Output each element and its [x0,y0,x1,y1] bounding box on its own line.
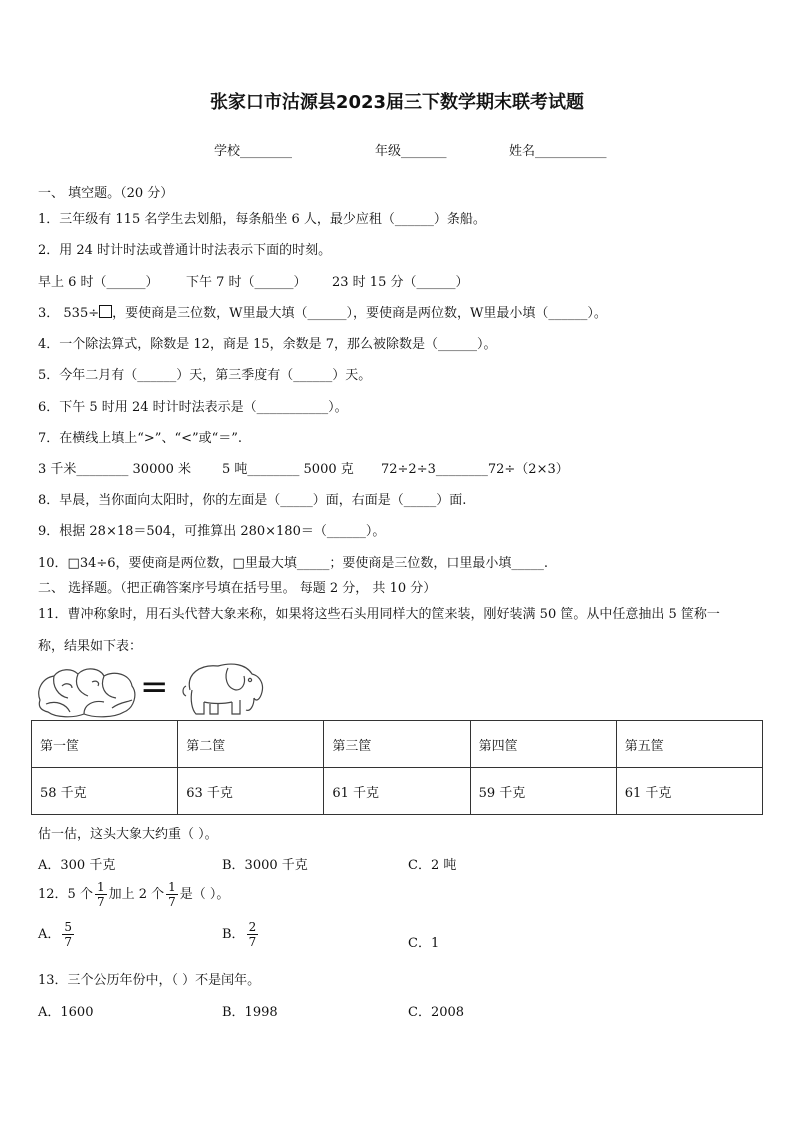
table-row [32,768,763,815]
option-12-a: A． $\frac{5}{7}$ [38,920,73,949]
table-cell: 61 千克 [324,768,470,815]
table-cell: 59 千克 [470,768,616,815]
table-header-cell: 第四筐 [470,721,616,768]
question-1: 1．三年级有 115 名学生去划船，每条船坐 6 人，最少应租（______）条船。 [38,212,486,227]
option-13-c: C．2008 [408,1005,465,1020]
question-3-prefix: 3． 535÷ [38,306,100,321]
question-7c: 72÷2÷3________72÷（2×3） [381,462,569,477]
fraction: $\frac{5}{7}$ [64,920,73,949]
question-7: 7．在横线上填上“>”、“<”或“＝”. [38,431,243,446]
table-header-row [32,721,763,768]
question-5: 5．今年二月有（______）天，第三季度有（______）天。 [38,368,372,383]
question-11-prompt: 估一估，这头大象大约重（ ）。 [38,827,218,842]
fraction: $\frac{1}{7}$ [96,880,105,909]
option-11-a: A．300 千克 [38,858,116,873]
basket-weight-table [31,720,763,815]
question-3-suffix: ，要使商是三位数，W里最大填（______），要使商是两位数，W里最小填（______）。 [112,306,607,321]
table-cell: 63 千克 [178,768,324,815]
question-2: 2．用 24 时计时法或普通计时法表示下面的时刻。 [38,243,332,258]
school-field: 学校________ [214,144,293,159]
question-11-line1: 11．曹冲称象时，用石头代替大象来称，如果将这些石头用同样大的筐来装，刚好装满 50 筐。从中任意抽出 5 筐称一 [38,607,720,622]
question-12-prefix: 12．5 个 [38,887,93,902]
table-header-cell: 第三筐 [324,721,470,768]
fraction: $\frac{1}{7}$ [168,880,176,909]
table-cell: 61 千克 [616,768,762,815]
stones-icon [34,660,138,720]
option-13-a: A．1600 [38,1005,94,1020]
elephant-icon [180,656,266,720]
question-2b: 下午 7 时（______） [186,275,307,290]
question-10: 10．□34÷6，要使商是两位数，□里最大填_____；要使商是三位数，口里最小填_____. [38,556,548,571]
equals-sign: = [140,667,169,707]
name-field: 姓名___________ [509,144,607,159]
question-9: 9．根据 28×18＝504，可推算出 280×180＝（______）。 [38,524,386,539]
question-13: 13．三个公历年份中，（ ）不是闰年。 [38,973,261,988]
grade-field: 年级_______ [375,144,447,159]
question-12-suffix: 是（ ）。 [179,887,230,902]
question-2a: 早上 6 时（______） [38,275,159,290]
option-12-b: B． $\frac{2}{7}$ [222,920,257,949]
option-13-b: B．1998 [222,1005,278,1020]
question-4: 4．一个除法算式，除数是 12，商是 15，余数是 7，那么被除数是（______）。 [38,337,497,352]
question-12 [38,880,229,909]
table-cell: 58 千克 [32,768,178,815]
section-fill-blank-heading: 一、 填空题。（20 分） [38,186,174,201]
blank-box-icon [99,305,112,318]
fraction: $\frac{2}{7}$ [248,920,257,949]
option-11-c: C．2 吨 [408,858,457,873]
question-7b: 5 吨________ 5000 克 [222,462,354,477]
table-header-cell: 第二筐 [178,721,324,768]
section-choice-heading: 二、 选择题。（把正确答案序号填在括号里。 每题 2 分， 共 10 分） [38,581,437,596]
exam-title: 张家口市沽源县2023届三下数学期末联考试题 [209,92,585,113]
table-header-cell: 第五筐 [616,721,762,768]
question-8: 8．早晨，当你面向太阳时，你的左面是（_____）面，右面是（_____）面. [38,493,467,508]
question-3 [38,302,607,321]
question-7a: 3 千米________ 30000 米 [38,462,192,477]
question-12-mid: 加上 2 个 [108,887,165,902]
table-header-cell: 第一筐 [32,721,178,768]
question-11-line2: 称，结果如下表： [38,639,143,654]
question-2c: 23 时 15 分（______） [332,275,469,290]
option-12-c: C．1 [408,936,440,951]
question-6: 6．下午 5 时用 24 时计时法表示是（___________）。 [38,400,348,415]
option-11-b: B．3000 千克 [222,858,308,873]
